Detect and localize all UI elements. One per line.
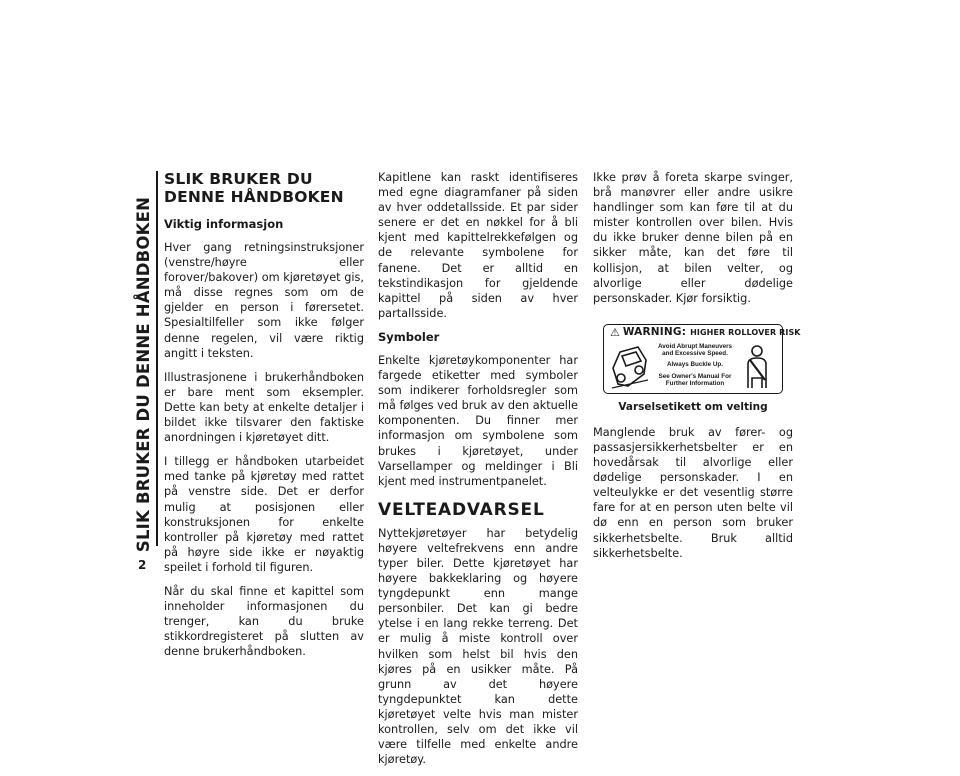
rollover-warning-label [603,324,801,394]
subheading-important-info: Viktig informasjon [164,217,284,231]
column-2 [378,170,578,776]
chapter-side-tab [131,174,157,574]
section-title-rollover-warning: VELTEADVARSEL [378,499,545,520]
column-3 [593,170,801,570]
warning-triangle-icon: ⚠ [610,325,620,339]
chapter-divider-line [156,171,158,546]
paragraph: Kapitlene kan raskt identifiseres med egne diagramfaner på siden av hver oddetallsside. Et par sider senere er det en nøkkel for å bli kjent med kapittelrekkefølgen og de relevante symbolene for fanene. Det er alltid en tekstindikasjon for gjeldende kapittel på siden av hver partallsside. [378,171,578,320]
label-warning-word: WARNING: [622,326,687,339]
paragraph: Enkelte kjøretøykomponenter har fargede etiketter med symboler som indikerer forholdsregler som må følges ved bruk av den aktuelle komponenten. Du finner mer informasjon om symbolene som brukes i kjøretøyet, under Varsellamper og meldinger i Bli kjent med instrumentpanelet. [378,353,578,488]
chapter-side-tab-label: SLIK BRUKER DU DENNE HÅNDBOKEN [134,196,154,552]
label-body [604,340,782,393]
label-caption: Varselsetikett om velting [618,400,768,413]
label-line-3: See Owner's Manual For Further Information [658,372,732,388]
label-line-2: Always Buckle Up. [667,361,723,369]
paragraph: Ikke prøv å foreta skarpe svinger, brå manøvrer eller andre usikre handlinger som kan føre til at du mister kontrollen over bilen. Hvis du ikke bruker denne bilen på en sikker måte, kan det føre til kollisjon, at bilen velter, og alvorlige eller dødelige personskader. Kjør forsiktig. [593,171,793,305]
paragraph: Hver gang retningsinstruksjoner (venstre/høyre eller forover/bakover) om kjøretøyet gis, må disse regnes som om de gjelder en person i førersetet. Spesialtilfeller som ikke følger denne regelen, vil være riktig angitt i teksten. [164,241,364,360]
page-number: 2 [138,558,147,572]
column-1 [164,170,364,668]
paragraph: Når du skal finne et kapittel som inneholder informasjonen du trenger, kan du bruke stikkordregisteret på slutten av denne brukerhåndboken. [164,584,364,659]
label-line-1: Avoid Abrupt Maneuvers and Excessive Speed. [657,342,733,358]
paragraph: Nyttekjøretøyer har betydelig høyere veltefrekvens enn andre typer biler. Dette kjøretøyet har høyere bakkeklaring og høyere tyngdepunkt enn mange personbiler. Det kan gi bedre ytelse i en lang rekke terreng. Det er mulig å miste kontroll over hvilken som helst bil hvis den kjøres på en usikker måte. På grunn av det høyere tyngdepunktet kan dette kjøretøyet velte hvis man mister kontrollen, selv om det ikke vil være tilfelle med enkelte andre kjøretøy. [378,526,578,767]
subheading-symbols: Symboler [378,329,440,344]
paragraph: Illustrasjonene i brukerhåndboken er bare ment som eksempler. Dette kan bety at enkelte detaljer i bildet ikke tilsvarer den faktiske anordningen i kjøretøyet ditt. [164,370,364,445]
paragraph: I tillegg er håndboken utarbeidet med tanke på kjøretøy med rattet på venstre side. Det er derfor mulig at posisjonen eller konstruksjonen for enkelte kontroller på kjøretøy med rattet på høyre side ikke er nøyaktig speilet i forhold til figuren. [164,455,364,574]
paragraph: Manglende bruk av fører- og passasjersikkerhetsbelter er en hovedårsak til alvorlige eller dødelige personskader. I en velteulykke er det vesentlig større fare for at en person uten belte vil dø enn en person som bruker sikkerhetsbelte. Bruk alltid sikkerhetsbelte. [593,425,793,560]
section-title: SLIK BRUKER DU DENNE HÅNDBOKEN [164,170,344,206]
label-risk-text: HIGHER ROLLOVER RISK [690,327,801,337]
label-header [604,325,801,340]
rollover-car-icon [610,344,650,390]
seatbelt-person-icon [740,344,774,392]
label-text [654,343,736,391]
